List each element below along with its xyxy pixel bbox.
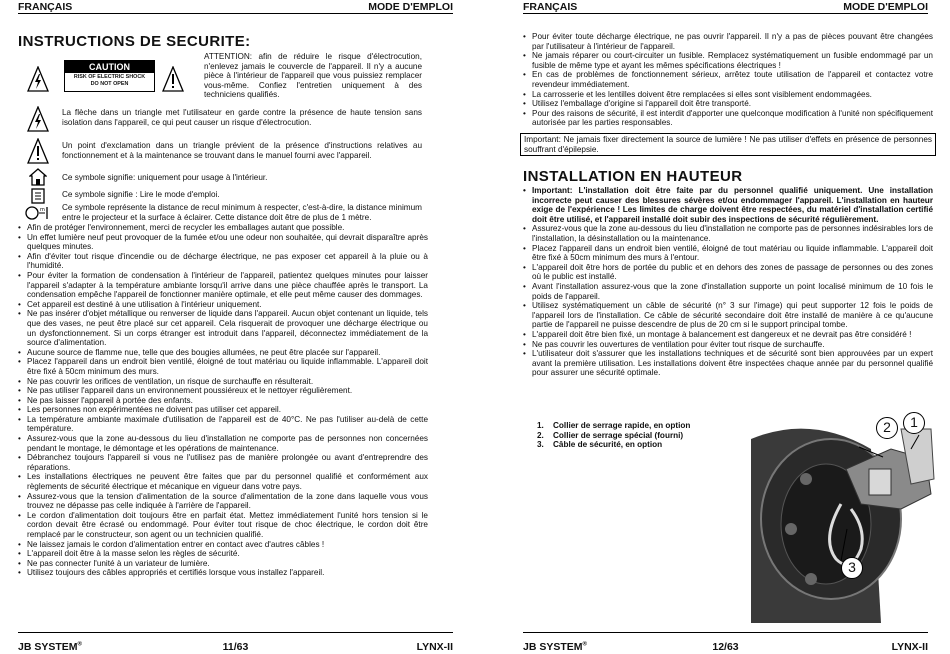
list-item: • Assurez-vous que la zone au-dessous du lieu d'installation ne comporte pas de personnes non concernées pendant le montage, le démontage et les opérations de maintenance. (18, 434, 428, 453)
callout-1: 1 (903, 412, 925, 434)
list-item: • Utilisez toujours des câbles appropriés et certifiés lorsque vous installez l'appareil. (18, 568, 428, 578)
house-icon (29, 168, 47, 186)
page-footer (523, 632, 928, 652)
list-item: • Le cordon d'alimentation doit toujours être en parfait état. Mettez immédiatement l'unité hors tension si le cordon devait être écrasé ou endommagé. Pour éviter tout risque de choc électrique, le cordon doit être remplacé par le constructeur, son agent ou un technicien qualifié. (18, 511, 428, 540)
lightning-triangle-icon (27, 66, 49, 92)
installation-list (523, 186, 933, 378)
distance-projector-icon (25, 204, 51, 222)
safety-list (18, 223, 428, 578)
list-item: • Pour éviter toute décharge électrique, ne pas ouvrir l'appareil. Il n'y a pas de pièces pouvant être changées par l'utilisateur à l'intérieur de l'appareil. (523, 32, 933, 51)
list-item: • Les personnes non expérimentées ne doivent pas utiliser cet appareil. (18, 405, 428, 415)
list-item: • Utilisez systématiquement un câble de sécurité (n° 3 sur l'image) qui peut supporter 12 fois le poids de l'appareil lors de l'installation. Ce câble de sécurité secondaire doit être installé de manière à ce qu'aucune partie de l'appareil ne puisse descendre de plus de 20 cm si le support principal tombe. (523, 301, 933, 330)
footer-brand: JB SYSTEM® (523, 641, 587, 653)
list-item: • Ne pas insérer d'objet métallique ou renverser de liquide dans l'appareil. Aucun objet contenant un liquide, tels que des vases, ne peut être placé sur cet appareil. Cela risquerait de provoquer une décharge électrique ou un dysfonctionnement. Si un corps étranger est introduit dans l'appareil, déconnectez immédiatement de la source d'alimentation. (18, 309, 428, 347)
footer-page-number: 11/63 (222, 641, 249, 653)
list-item: • Ne pas connecter l'unité à un variateur de lumière. (18, 559, 428, 569)
list-item: • Placez l'appareil dans un endroit bien ventilé, éloigné de tout matériau ou liquide inflammable. L'appareil doit être fixé à 50cm minimum des murs à l'entour. (523, 244, 933, 263)
page-header (18, 1, 453, 14)
header-language: FRANÇAIS (18, 1, 73, 13)
list-item: • Assurez-vous que la zone au-dessous du lieu d'installation ne comporte pas de personnes indésirables lors de l'installation, la désinstallation ou la maintenance. (523, 224, 933, 243)
footer-page-number: 12/63 (712, 641, 739, 653)
svg-text:m: m (40, 207, 45, 213)
callout-3: 3 (841, 557, 863, 579)
list-item: • Avant l'installation assurez-vous que la zone d'installation supporte un point localisé minimum de 10 fois le poids de l'appareil. (523, 282, 933, 301)
list-item: • Pour des raisons de sécurité, il est interdit d'apporter une quelconque modification à l'unité non spécifiquement autorisée par les parties responsables. (523, 109, 933, 128)
list-item: • L'appareil doit être à la masse selon les règles de sécurité. (18, 549, 428, 559)
list-item: 1. Collier de serrage rapide, en option (537, 421, 691, 430)
list-item: • Débranchez toujours l'appareil si vous ne l'utilisez pas de manière prolongée ou avant d'entreprendre des réparations. (18, 453, 428, 472)
section-title: INSTALLATION EN HAUTEUR (523, 168, 743, 185)
list-item: • Ne jamais réparer ou court-circuiter un fusible. Remplacez systématiquement un fusible endommagé par un fusible de même type et ayant les mêmes spécifications électriques ! (523, 51, 933, 70)
list-item: • Cet appareil est destiné à une utilisation à l'intérieur uniquement. (18, 300, 428, 310)
list-item: • La température ambiante maximale d'utilisation de l'appareil est de 40°C. Ne pas l'utiliser au-delà de cette température. (18, 415, 428, 434)
list-item: • Afin de protéger l'environnement, merci de recycler les emballages autant que possible. (18, 223, 428, 233)
exclamation-triangle-icon (27, 138, 49, 164)
exclamation-triangle-icon (162, 66, 184, 92)
safety-list-continued (523, 32, 933, 128)
symbol-distance-text: Ce symbole représente la distance de recul minimum à respecter, c'est-à-dire, la distance minimum entre le projecteur et la surface à éclairer. Cette distance doit être de plus de 1 mètre. (62, 203, 422, 222)
footer-brand: JB SYSTEM® (18, 641, 82, 653)
list-item: • Un effet lumière neuf peut provoquer de la fumée et/ou une odeur non souhaitée, qui devrait disparaître après quelques minutes. (18, 233, 428, 252)
list-item: • Assurez-vous que la tension d'alimentation de la source d'alimentation de la zone dans laquelle vous vous trouvez ne dépasse pas celle indiquée à l'arrière de l'appareil. (18, 492, 428, 511)
symbol-lightning-text: La flèche dans un triangle met l'utilisateur en garde contre la présence de haute tension sans isolation dans l'appareil, ce qui peut causer un risque d'électrocution. (62, 108, 422, 127)
list-item: • Ne pas utiliser l'appareil dans un environnement poussiéreux et le nettoyer régulièrement. (18, 386, 428, 396)
caution-line1: RISK OF ELECTRIC SHOCK (73, 74, 146, 80)
page-header (523, 1, 928, 14)
section-title: INSTRUCTIONS DE SECURITE: (18, 33, 251, 50)
list-item: • Important: L'installation doit être faite par du personnel qualifié uniquement. Une installation incorrecte peut causer des blessures sévères et/ou endommager l'appareil. L'installation en hauteur exige de l'expérience ! Les limites de charge doivent être respectées, du matériel d'installation certifié doit être utilisé, et l'appareil installé doit subir des inspections de sécurité régulièrement. (523, 186, 933, 224)
header-mode: MODE D'EMPLOI (368, 1, 453, 13)
symbol-manual-text: Ce symbole signifie : Lire le mode d'emploi. (62, 190, 220, 199)
header-mode: MODE D'EMPLOI (843, 1, 928, 13)
list-item: • L'appareil doit être bien fixé, un montage à balancement est dangereux et ne devrait pas être considéré ! (523, 330, 933, 340)
list-item: • Ne pas couvrir les ouvertures de ventilation pour éviter tout risque de surchauffe. (523, 340, 933, 350)
callout-2: 2 (876, 417, 898, 439)
list-item: • En cas de problèmes de fonctionnement sérieux, arrêtez toute utilisation de l'appareil et contactez votre revendeur immédiatement. (523, 70, 933, 89)
list-item: • Ne pas couvrir les orifices de ventilation, un risque de surchauffe en résulterait. (18, 377, 428, 387)
page-footer (18, 632, 453, 652)
list-item: • Aucune source de flamme nue, telle que des bougies allumées, ne peut être placée sur l'appareil. (18, 348, 428, 358)
list-item: • L'appareil doit être hors de portée du public et en dehors des zones de passage de personnes ou des zones où le public est installé. (523, 263, 933, 282)
footer-model: LYNX-II (891, 641, 928, 653)
list-item: • Pour éviter la formation de condensation à l'intérieur de l'appareil, patientez quelques minutes pour laisser l'appareil s'adapter à la température ambiante lorsqu'il arrive dans une pièce chauffée après le transport. La condensation empêche l'appareil de fonctionner manière optimale, et elle peut même causer des dommages. (18, 271, 428, 300)
symbol-exclamation-text: Un point d'exclamation dans un triangle prévient de la présence d'instructions relatives au fonctionnement et à la maintenance se trouvant dans le manuel fourni avec l'appareil. (62, 141, 422, 160)
list-item: • Utilisez l'emballage d'origine si l'appareil doit être transporté. (523, 99, 933, 109)
list-item: • Ne laissez jamais le cordon d'alimentation entrer en contact avec d'autres câbles ! (18, 540, 428, 550)
footer-model: LYNX-II (416, 641, 453, 653)
list-item: • Ne pas laisser l'appareil à portée des enfants. (18, 396, 428, 406)
list-item: • Afin d'éviter tout risque d'incendie ou de décharge électrique, ne pas exposer cet appareil à la pluie ou à l'humidité. (18, 252, 428, 271)
caution-line2: DO NOT OPEN (90, 81, 129, 87)
list-item: 3. Câble de sécurité, en option (537, 440, 663, 450)
list-item: • L'utilisateur doit s'assurer que les installations techniques et de sécurité sont bien approuvées par un expert avant la première utilisation. Les installations doivent être inspectées chaque année par du personnel qualifié pour assurer une sécurité optimale. (523, 349, 933, 378)
header-language: FRANÇAIS (523, 1, 578, 13)
lightning-triangle-icon (27, 106, 49, 132)
list-item: • Les installations électriques ne peuvent être faites que par du personnel qualifié et conformément aux règlements de sécurité électrique et mécanique en vigueur dans votre pays. (18, 472, 428, 491)
manual-book-icon (30, 188, 46, 204)
installation-photo (751, 409, 936, 623)
caution-label (64, 60, 155, 92)
symbol-indoor-text: Ce symbole signifie: uniquement pour usage à l'intérieur. (62, 173, 268, 182)
parts-list (537, 421, 690, 450)
important-note: Important: Ne jamais fixer directement la source de lumière ! Ne pas utiliser d'effets en présence de personnes souffrant d'épilepsie. (520, 133, 936, 156)
caution-title: CAUTION (65, 61, 154, 73)
list-item: • Placez l'appareil dans un endroit bien ventilé, éloigné de tout matériau ou liquide inflammable. L'appareil doit être fixé à 50cm minimum des murs. (18, 357, 428, 376)
list-item: • La carrosserie et les lentilles doivent être remplacées si elles sont visiblement endommagées. (523, 90, 933, 100)
attention-text: ATTENTION: afin de réduire le risque d'électrocution, n'enlevez jamais le couvercle de l'appareil. Il n'y a aucune pièce à l'intérieur de l'appareil que vous puissiez remplacer vous-même. Confiez l'entretien uniquement à des techniciens qualifiés. (204, 52, 422, 100)
list-item: 2. Collier de serrage spécial (fourni) (537, 430, 684, 440)
